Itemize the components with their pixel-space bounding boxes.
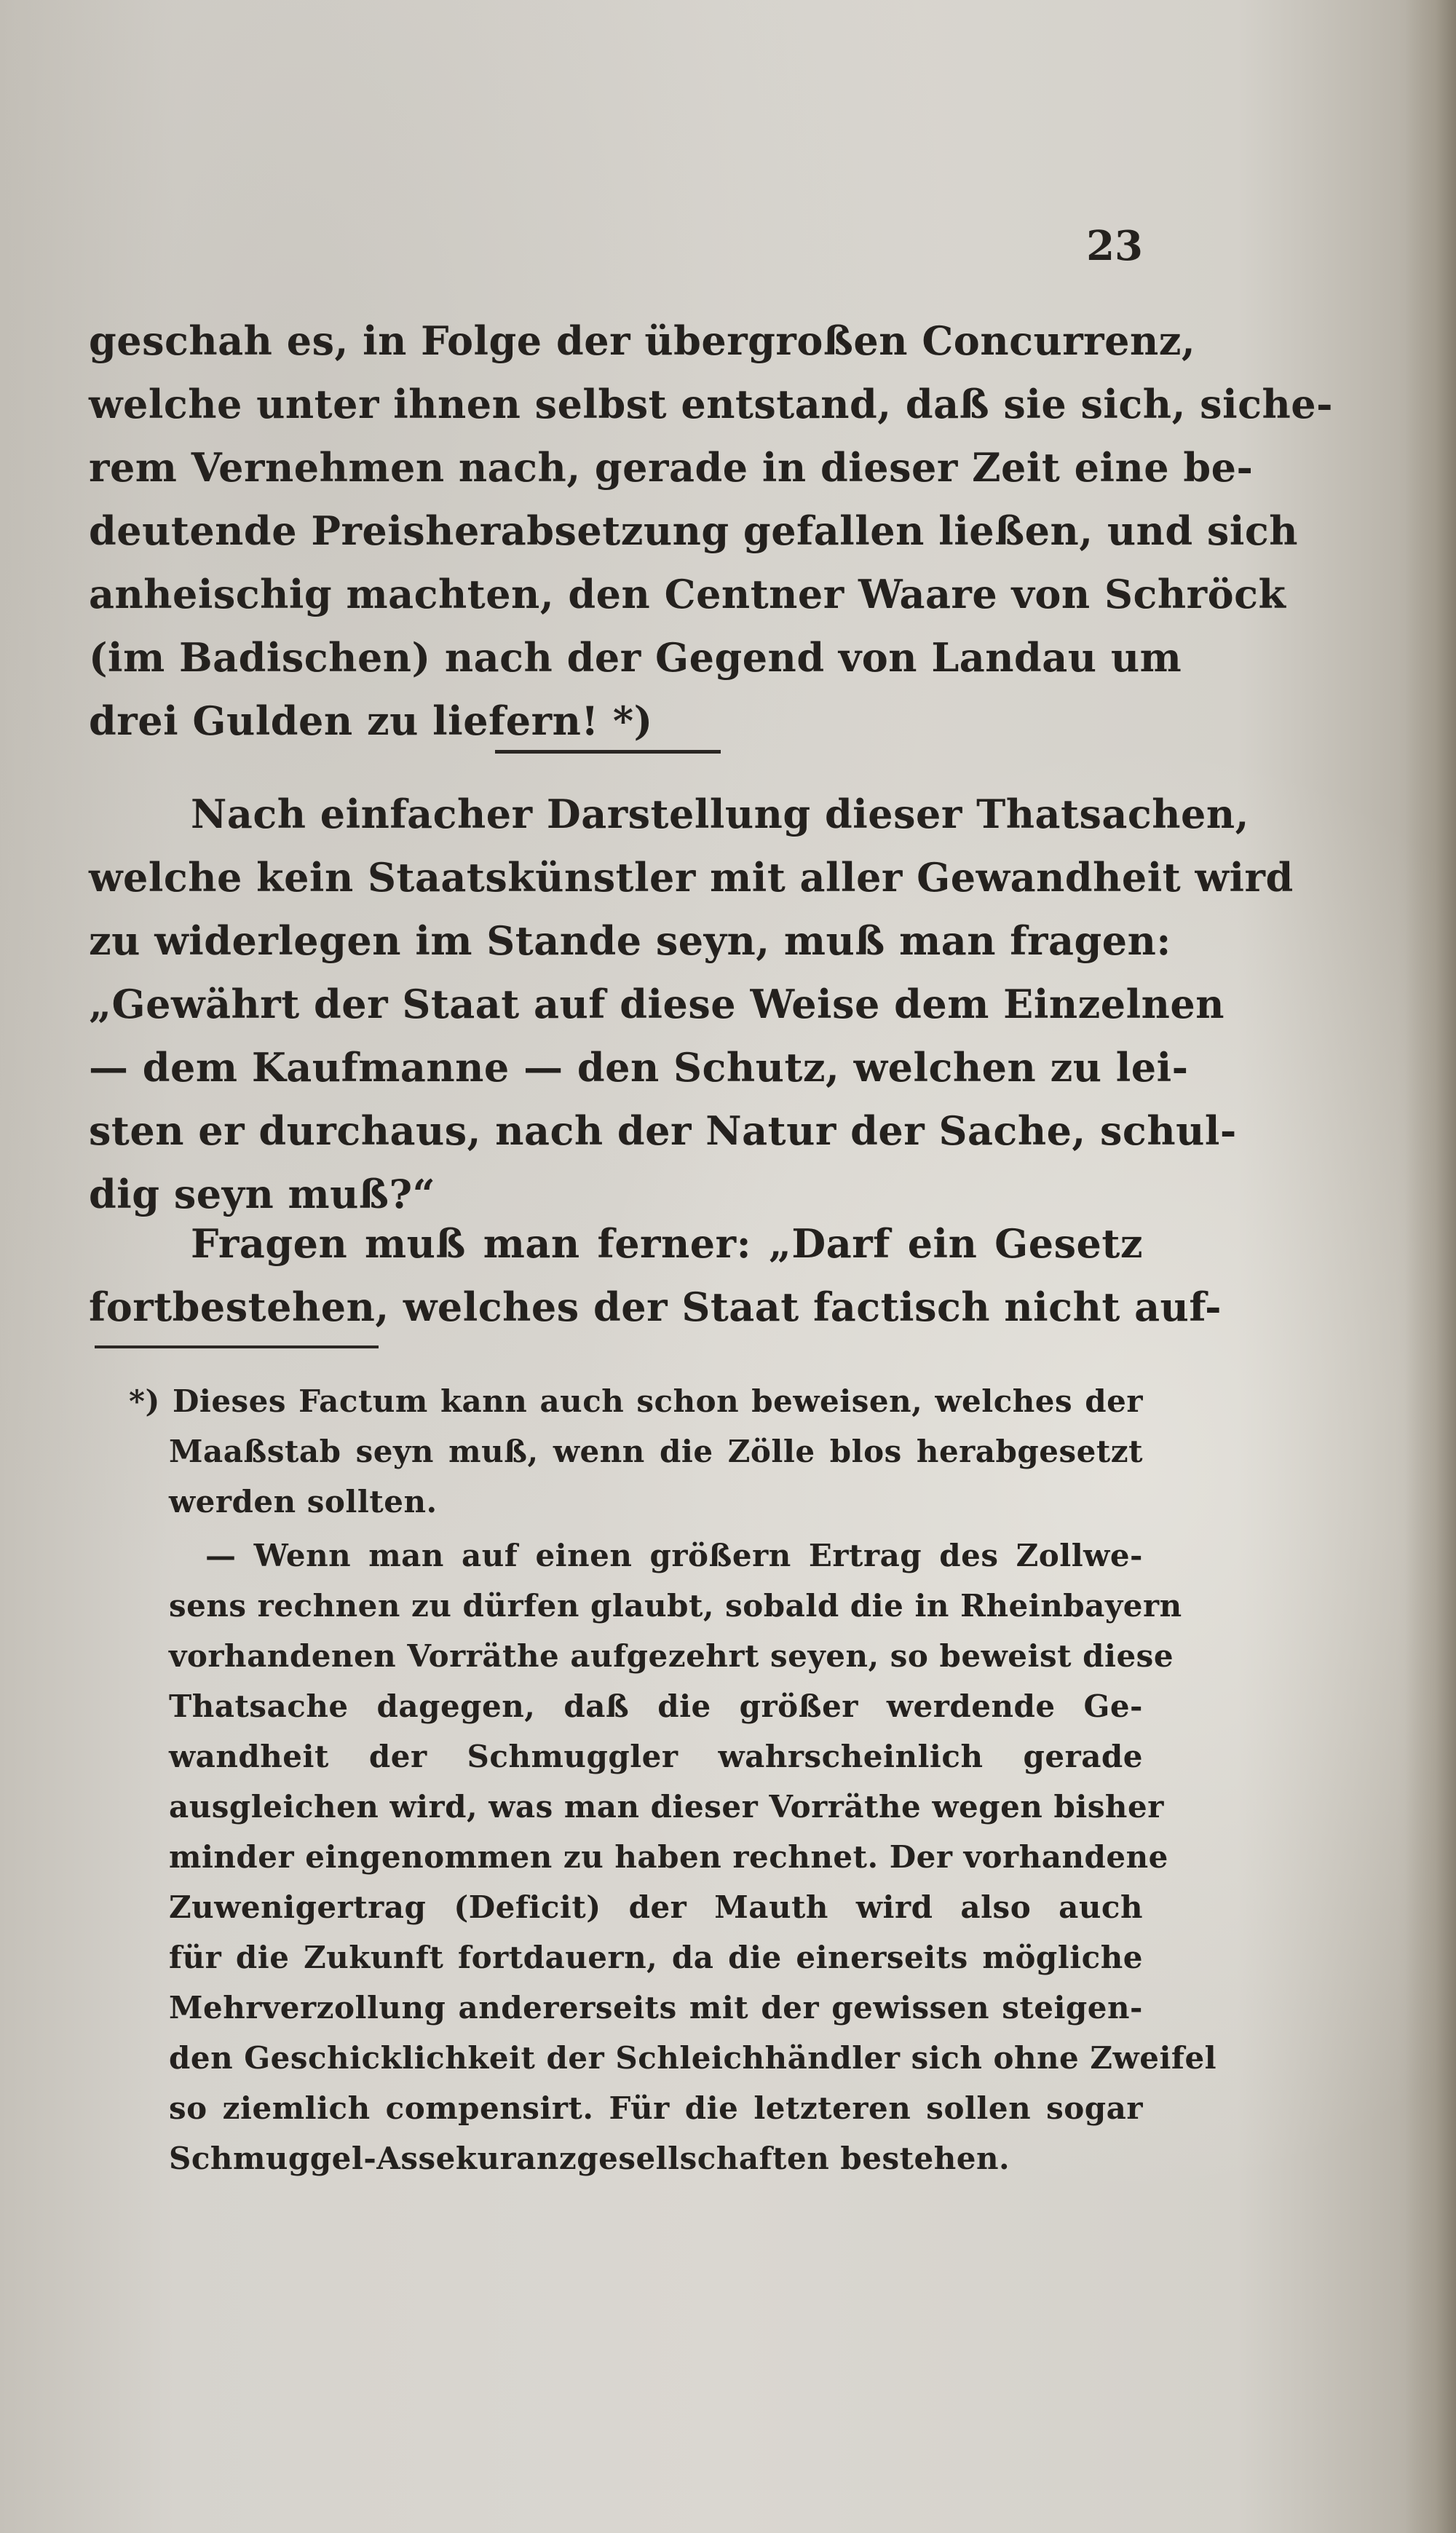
footnote-line: Zuwenigertrag (Deficit) der Mauth wird also auch — [169, 1889, 1143, 1925]
text-line: Fragen muß man ferner: „Darf ein Gesetz — [191, 1220, 1143, 1267]
text-line: „Gewährt der Staat auf diese Weise dem Einzelnen — [89, 981, 1225, 1027]
paragraph-2 — [89, 783, 1294, 1226]
section-divider — [495, 750, 721, 754]
footnote-line: minder eingenommen zu haben rechnet. Der vorhandene — [169, 1839, 1168, 1875]
footnote-2 — [89, 1530, 1217, 2184]
text-line: anheischig machten, den Centner Waare von Schröck — [89, 571, 1286, 617]
text-line: welche unter ihnen selbst entstand, daß sie sich, siche- — [89, 381, 1333, 427]
text-line: welche kein Staatskünstler mit aller Gewandheit wird — [89, 854, 1294, 901]
paragraph-1 — [89, 309, 1333, 753]
footnote-line: Thatsache dagegen, daß die größer werdende Ge- — [169, 1688, 1143, 1724]
footnote-line: werden sollten. — [169, 1484, 438, 1520]
page-edge-shadow — [1405, 0, 1456, 2533]
footnote-line: *) Dieses Factum kann auch schon beweisen, welches der — [129, 1383, 1143, 1419]
footnote-line: für die Zukunft fortdauern, da die einerseits mögliche — [169, 1940, 1143, 1975]
text-line: dig seyn muß?“ — [89, 1171, 436, 1217]
footnote-line: sens rechnen zu dürfen glaubt, sobald die in Rheinbayern — [169, 1588, 1182, 1624]
paragraph-3 — [89, 1212, 1222, 1339]
footnote-line: Maaßstab seyn muß, wenn die Zölle blos herabgesetzt — [169, 1434, 1143, 1469]
text-line: geschah es, in Folge der übergroßen Concurrenz, — [89, 317, 1196, 364]
text-line: Nach einfacher Darstellung dieser Thatsachen, — [191, 791, 1249, 837]
footnote-line: den Geschicklichkeit der Schleichhändler sich ohne Zweifel — [169, 2040, 1217, 2076]
footnote-line: vorhandenen Vorräthe aufgezehrt seyen, so beweist diese — [169, 1638, 1174, 1674]
page-number: 23 — [1086, 222, 1143, 270]
footnote-line: wandheit der Schmuggler wahrscheinlich gerade — [169, 1739, 1143, 1774]
footnote-line: so ziemlich compensirt. Für die letzteren sollen sogar — [169, 2090, 1143, 2126]
footnote-divider — [95, 1345, 379, 1348]
text-line: (im Badischen) nach der Gegend von Landau um — [89, 634, 1182, 681]
text-line: fortbestehen, welches der Staat factisch nicht auf- — [89, 1284, 1222, 1330]
text-line: sten er durchaus, nach der Natur der Sache, schul- — [89, 1107, 1237, 1154]
footnote-line: ausgleichen wird, was man dieser Vorräthe wegen bisher — [169, 1789, 1164, 1825]
footnote-line: Schmuggel-Assekuranzgesellschaften bestehen. — [169, 2141, 1010, 2176]
text-line: zu widerlegen im Stande seyn, muß man fragen: — [89, 917, 1171, 964]
text-line: — dem Kaufmanne — den Schutz, welchen zu lei- — [89, 1044, 1189, 1091]
text-line: drei Gulden zu liefern! *) — [89, 698, 653, 744]
text-line: rem Vernehmen nach, gerade in dieser Zeit eine be- — [89, 444, 1254, 491]
footnote-line: — Wenn man auf einen größern Ertrag des Zollwe- — [205, 1538, 1143, 1573]
footnote-line: Mehrverzollung andererseits mit der gewissen steigen- — [169, 1990, 1143, 2026]
text-line: deutende Preisherabsetzung gefallen ließen, und sich — [89, 507, 1298, 554]
footnote-1 — [89, 1376, 1143, 1527]
